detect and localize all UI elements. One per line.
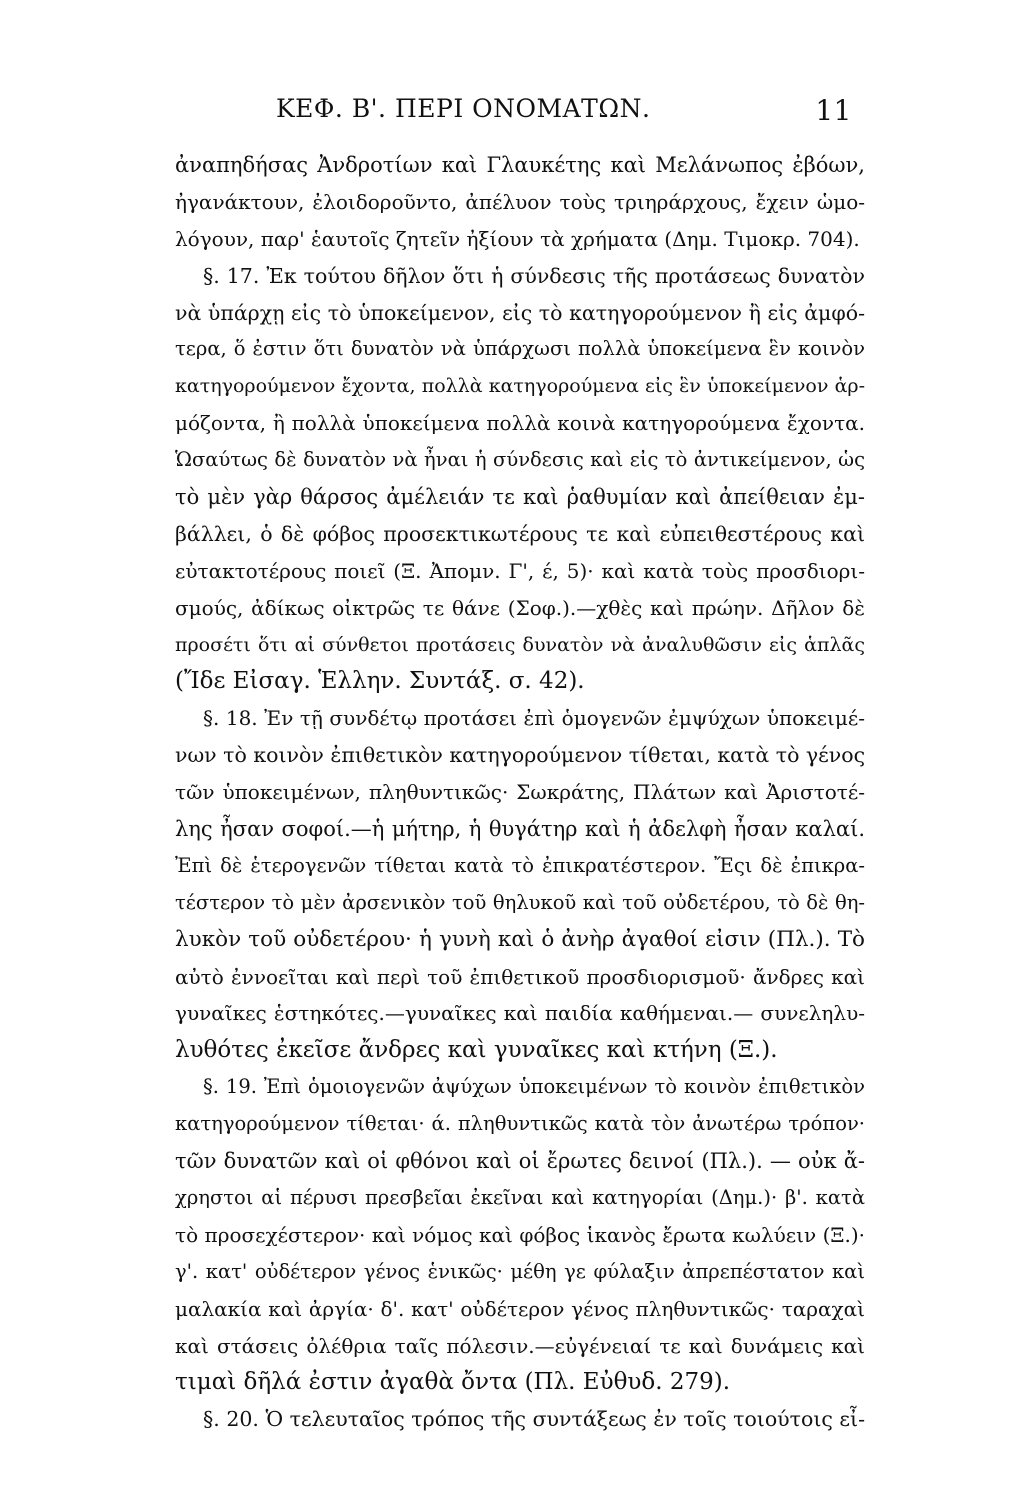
running-header bbox=[276, 94, 852, 134]
text-line: λυκὸν τοῦ οὐδετέρου· ἡ γυνὴ καὶ ὁ ἀνὴρ ἀγαθοί εἰσιν (Πλ.). Τὸ bbox=[175, 926, 865, 952]
paragraph-start-line: §. 19. Ἐπὶ ὁμοιογενῶν ἀψύχων ὑποκειμένων τὸ κοινὸν ἐπιθετικὸν bbox=[203, 1075, 865, 1099]
text-line: γ'. κατ' οὐδέτερον γένος ἑνικῶς· μέθη γε φύλαξιν ἀπρεπέστατον καὶ bbox=[175, 1259, 865, 1283]
text-line: λυθότες ἐκεῖσε ἄνδρες καὶ γυναῖκες καὶ κτήνη (Ξ.). bbox=[175, 1037, 778, 1064]
text-line: εὐτακτοτέρους ποιεῖ (Ξ. Ἀπομν. Γ', έ, 5)· καὶ κατὰ τοὺς προσδιορι- bbox=[175, 558, 865, 583]
text-line: τῶν ὑποκειμένων, πληθυντικῶς· Σωκράτης, Πλάτων καὶ Ἀριστοτέ- bbox=[175, 780, 865, 805]
text-line: τιμαὶ δῆλά ἐστιν ἀγαθὰ ὄντα (Πλ. Εὐθυδ. 279). bbox=[175, 1369, 731, 1396]
text-line: μαλακία καὶ ἀργία· δ'. κατ' οὐδέτερον γένος πληθυντικῶς· ταραχαὶ bbox=[175, 1296, 865, 1321]
text-line: αὐτὸ ἐννοεῖται καὶ περὶ τοῦ ἐπιθετικοῦ προσδιορισμοῦ· ἄνδρες καὶ bbox=[175, 964, 865, 989]
text-line: σμούς, ἀδίκως οἰκτρῶς τε θάνε (Σοφ.).—χθὲς καὶ πρώην. Δῆλον δὲ bbox=[175, 595, 865, 620]
paragraph-start-line: §. 17. Ἐκ τούτου δῆλον ὅτι ἡ σύνδεσις τῆς προτάσεως δυνατὸν bbox=[203, 263, 865, 288]
text-line: τέστερον τὸ μὲν ἀρσενικὸν τοῦ θηλυκοῦ καὶ τοῦ οὐδετέρου, τὸ δὲ θη- bbox=[175, 890, 865, 914]
text-line: τερα, ὅ ἐστιν ὅτι δυνατὸν νὰ ὑπάρχωσι πολλὰ ὑποκείμενα ἓν κοινὸν bbox=[175, 337, 865, 361]
text-line: ἀναπηδήσας Ἀνδροτίων καὶ Γλαυκέτης καὶ Μελάνωπος ἐβόων, bbox=[175, 153, 865, 177]
text-line: Ἐπὶ δὲ ἑτερογενῶν τίθεται κατὰ τὸ ἐπικρατέστερον. Ἔςι δὲ ἐπικρα- bbox=[175, 853, 865, 877]
text-line: μόζοντα, ἢ πολλὰ ὑποκείμενα πολλὰ κοινὰ κατηγορούμενα ἔχοντα. bbox=[175, 411, 865, 436]
text-line: (Ἴδε Εἰσαγ. Ἑλλην. Συντάξ. σ. 42). bbox=[175, 668, 585, 695]
text-line: νὰ ὑπάρχῃ εἰς τὸ ὑποκείμενον, εἰς τὸ κατηγορούμενον ἢ εἰς ἀμφό- bbox=[175, 300, 865, 325]
text-line: τὸ προσεχέστερον· καὶ νόμος καὶ φόβος ἱκανὸς ἔρωτα κωλύειν (Ξ.)· bbox=[175, 1222, 865, 1247]
paragraph-start-line: §. 20. Ὁ τελευταῖος τρόπος τῆς συντάξεως ἐν τοῖς τοιούτοις εἶ- bbox=[203, 1407, 865, 1432]
text-line: Ὡσαύτως δὲ δυνατὸν νὰ ἦναι ἡ σύνδεσις καὶ εἰς τὸ ἀντικείμενον, ὡς bbox=[175, 448, 865, 472]
text-line: λης ἦσαν σοφοί.—ἡ μήτηρ, ἡ θυγάτηρ καὶ ἡ ἀδελφὴ ἦσαν καλαί. bbox=[175, 817, 865, 842]
text-line: καὶ στάσεις ὀλέθρια ταῖς πόλεσιν.—εὐγένειαί τε καὶ δυνάμεις καὶ bbox=[175, 1333, 865, 1358]
text-line: βάλλει, ὁ δὲ φόβος προσεκτικωτέρους τε καὶ εὐπειθεστέρους καὶ bbox=[175, 521, 865, 546]
text-line: κατηγορούμενον τίθεται· ά. πληθυντικῶς κατὰ τὸν ἀνωτέρω τρόπον· bbox=[175, 1112, 865, 1136]
chapter-title: ΚΕΦ. Β'. ΠΕΡΙ ΟΝΟΜΑΤΩΝ. bbox=[276, 94, 651, 123]
text-line: προσέτι ὅτι αἱ σύνθετοι προτάσεις δυνατὸν νὰ ἀναλυθῶσιν εἰς ἁπλᾶς bbox=[175, 633, 865, 656]
body-text bbox=[175, 147, 865, 1438]
text-line: τὸ μὲν γὰρ θάρσος ἀμέλειάν τε καὶ ῥαθυμίαν καὶ ἀπείθειαν ἐμ- bbox=[175, 485, 865, 510]
text-line: γυναῖκες ἑστηκότες.—γυναῖκες καὶ παιδία καθήμεναι.— συνεληλυ- bbox=[175, 1001, 865, 1026]
text-line: νων τὸ κοινὸν ἐπιθετικὸν κατηγορούμενον τίθεται, κατὰ τὸ γένος bbox=[175, 743, 866, 768]
text-line: ἠγανάκτουν, ἐλοιδοροῦντο, ἀπέλυον τοὺς τριηράρχους, ἔχειν ὡμο- bbox=[175, 189, 865, 214]
text-line: κατηγορούμενον ἔχοντα, πολλὰ κατηγορούμενα εἰς ἓν ὑποκείμενον ἁρ- bbox=[175, 375, 865, 398]
paragraph-start-line: §. 18. Ἐν τῇ συνδέτῳ προτάσει ἐπὶ ὁμογενῶν ἐμψύχων ὑποκειμέ- bbox=[203, 706, 865, 731]
text-line: χρηστοι αἱ πέρυσι πρεσβεῖαι ἐκεῖναι καὶ κατηγορίαι (Δημ.)· β'. κατὰ bbox=[175, 1185, 865, 1209]
text-line: τῶν δυνατῶν καὶ οἱ φθόνοι καὶ οἱ ἔρωτες δεινοί (Πλ.). — οὐκ ἄ- bbox=[175, 1149, 865, 1174]
text-line: λόγουν, παρ' ἑαυτοῖς ζητεῖν ἠξίουν τὰ χρήματα (Δημ. Τιμοκρ. 704). bbox=[175, 226, 860, 251]
page-number: 11 bbox=[815, 94, 852, 127]
